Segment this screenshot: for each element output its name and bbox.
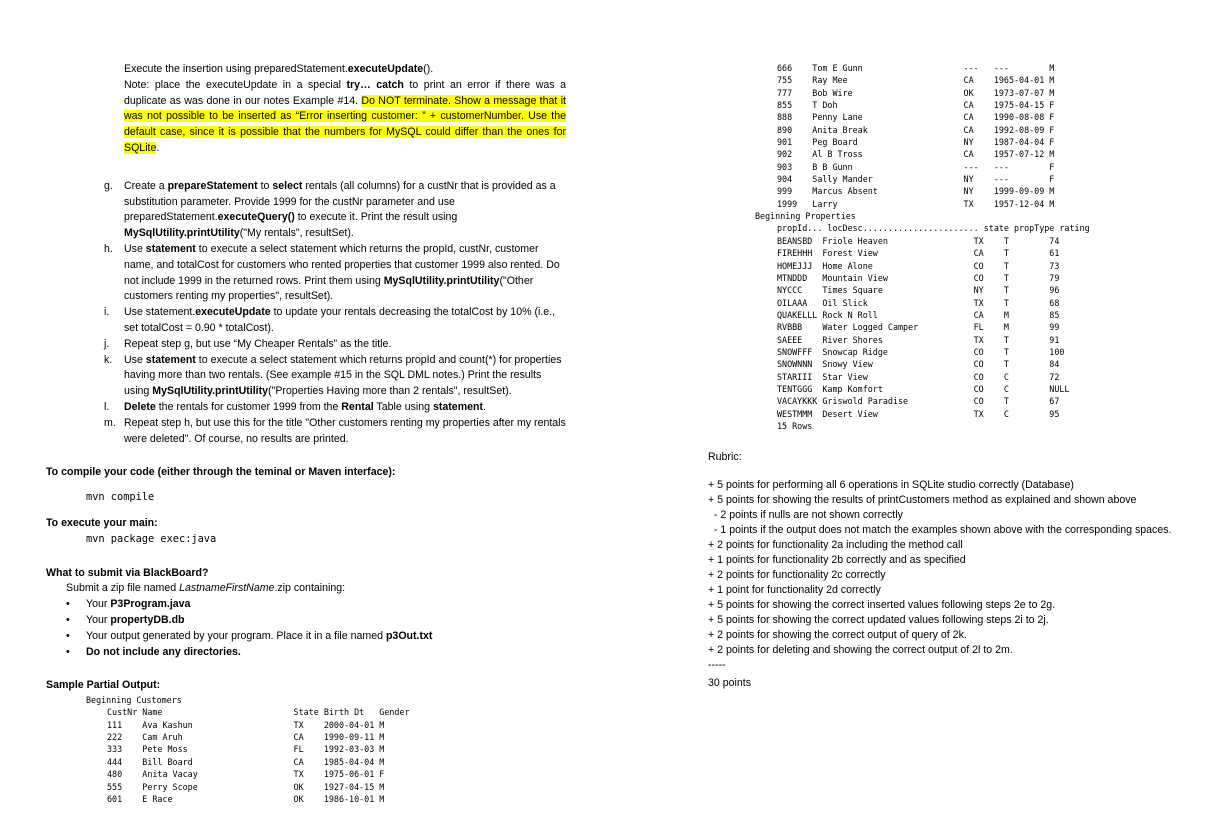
step-marker: i. xyxy=(104,306,110,319)
step-text: to execute a select statement which returns propId and count(*) for properties having more than two rentals. (See example #15 in the SQL DML notes.) Print the results using xyxy=(124,353,562,398)
step-text: to execute it. Print the result using xyxy=(294,211,458,224)
property-row: SNOWNNN Snowy View CO T 84 xyxy=(777,359,1060,370)
submit-item-text: p3Out.txt xyxy=(385,629,433,642)
property-row: SAEEE River Shores TX T 91 xyxy=(777,334,1060,345)
step-text: . xyxy=(483,400,486,413)
step-marker: j. xyxy=(104,337,110,350)
step-text: statement xyxy=(145,242,196,255)
customer-row: 901 Peg Board NY 1987-04-04 F xyxy=(777,137,1055,148)
submit-list xyxy=(46,597,566,660)
step-text: to execute a select statement which returns the propId, custNr, customer name, and totalCost for customers who rented properties that customer 1999 also rented. Do not include 1999 in the returned rows. Print them using xyxy=(124,242,560,287)
property-row: MTNDDD Mountain View CO T 79 xyxy=(777,272,1060,283)
step-h xyxy=(46,242,566,305)
rubric-item: ----- xyxy=(708,659,726,672)
customer-row: 111 Ava Kashun TX 2000-04-01 M xyxy=(107,719,385,730)
property-row: SNOWFFF Snowcap Ridge CO T 100 xyxy=(777,346,1065,357)
customer-row: 444 Bill Board CA 1985-04-04 M xyxy=(107,756,385,767)
customer-row: 601 E Race OK 1986-10-01 M xyxy=(107,793,385,804)
step-marker: g. xyxy=(104,179,113,192)
step-text: ("Other customers renting my properties", resultSet). xyxy=(124,274,534,303)
step-text: Rental xyxy=(341,400,374,413)
customer-row: 333 Pete Moss FL 1992-03-03 M xyxy=(107,744,385,755)
customer-row: 1999 Larry TX 1957-12-04 M xyxy=(777,198,1055,209)
step-l xyxy=(46,400,566,416)
step-text: to update your rentals decreasing the totalCost by 10% (i.e., set totalCost = 0.90 * totalCost). xyxy=(124,306,556,334)
property-row: NYCCC Times Square NY T 96 xyxy=(777,285,1060,296)
step-text: rentals (all columns) for a custNr that is provided as a substitution parameter. Provide 1999 for the custNr parameter and use preparedStatement. xyxy=(124,179,556,224)
compile-heading: To compile your code (either through the teminal or Maven interface): xyxy=(46,466,396,479)
step-text: Use xyxy=(124,242,146,255)
property-row: OILAAA Oil Slick TX T 68 xyxy=(777,297,1060,308)
step-text: ("Properties Having more than 2 rentals", resultSet). xyxy=(268,385,512,398)
step-text: executeQuery() xyxy=(217,211,295,224)
submit-item-text: propertyDB.db xyxy=(110,613,185,626)
customer-row: 755 Ray Mee CA 1965-04-01 M xyxy=(777,75,1055,86)
customer-row: 855 T Doh CA 1975-04-15 F xyxy=(777,100,1055,111)
property-row: BEANSBD Friole Heaven TX T 74 xyxy=(777,235,1060,246)
step-k xyxy=(46,353,566,400)
rubric-item: + 5 points for showing the results of printCustomers method as explained and shown above xyxy=(708,494,1137,507)
rubric-item: - 2 points if nulls are not shown correctly xyxy=(708,509,903,522)
step-text: Create a xyxy=(124,179,168,192)
property-row: TENTGGG Kamp Komfort CO C NULL xyxy=(777,383,1070,394)
step-g xyxy=(46,179,566,242)
properties-title: Beginning Properties xyxy=(755,211,856,222)
step-text: prepareStatement xyxy=(167,179,258,192)
submit-item xyxy=(66,613,566,629)
step-text: ("My rentals", resultSet). xyxy=(239,227,354,240)
step-text: Use statement. xyxy=(124,306,196,319)
rubric-item: + 2 points for functionality 2c correctly xyxy=(708,569,886,582)
step-text: MySqlUtility.printUtility xyxy=(152,385,269,398)
row-count: 15 Rows xyxy=(777,420,813,431)
step-text: MySqlUtility.printUtility xyxy=(383,274,500,287)
customers-output xyxy=(46,694,566,805)
step-text: Table using xyxy=(373,400,433,413)
submit-item-text: Your xyxy=(86,613,111,626)
step-text: Repeat step g, but use “My Cheaper Rentals” as the title. xyxy=(124,337,392,350)
customer-row: 222 Cam Aruh CA 1990-09-11 M xyxy=(107,732,385,743)
rubric-list xyxy=(708,478,1218,673)
customer-row: 888 Penny Lane CA 1990-08-08 F xyxy=(777,112,1055,123)
step-text: to xyxy=(257,179,273,192)
customer-row: 903 B B Gunn --- --- F xyxy=(777,161,1055,172)
execute-heading: To execute your main: xyxy=(46,516,158,529)
step-text: select xyxy=(272,179,303,192)
step-text: Delete xyxy=(124,400,156,413)
execute-command: mvn package exec:java xyxy=(86,532,217,545)
rubric-item: + 5 points for performing all 6 operations in SQLite studio correctly (Database) xyxy=(708,479,1074,492)
step-marker: h. xyxy=(104,242,113,255)
rubric-item: + 2 points for showing the correct output of query of 2k. xyxy=(708,629,967,642)
submit-item-text: Your output generated by your program. Place it in a file named xyxy=(86,629,386,642)
property-row: STARIII Star View CO C 72 xyxy=(777,371,1060,382)
rubric-item: + 2 points for functionality 2a including the method call xyxy=(708,539,963,552)
customer-row: 777 Bob Wire OK 1973-07-07 M xyxy=(777,87,1055,98)
step-marker: l. xyxy=(104,400,110,413)
step-i xyxy=(46,305,566,337)
rubric-item: + 1 points for functionality 2b correctly and as specified xyxy=(708,554,966,567)
rubric-total: 30 points xyxy=(708,677,751,690)
customers-title: Beginning Customers xyxy=(86,695,182,706)
step-text: executeUpdate xyxy=(195,306,271,319)
rubric-item: - 1 points if the output does not match the examples shown above with the corresponding spaces. xyxy=(708,524,1172,537)
rubric-heading: Rubric: xyxy=(708,451,742,464)
step-j xyxy=(46,337,566,353)
customers-header: CustNr Name State Birth Dt Gender xyxy=(107,707,410,718)
step-text: statement xyxy=(145,353,196,366)
step-list xyxy=(46,179,566,448)
property-row: FIREHHH Forest View CA T 61 xyxy=(777,248,1060,259)
submit-item-text: Do not include any directories. xyxy=(86,645,241,658)
customers-rows xyxy=(86,719,566,805)
step-text: Repeat step h, but use this for the title "Other customers renting my properties after my rentals were deleted". Of course, no results are printed. xyxy=(124,416,566,445)
property-row: HOMEJJJ Home Alone CO T 73 xyxy=(777,260,1060,271)
step-m xyxy=(46,416,566,448)
compile-command: mvn compile xyxy=(86,491,155,504)
sample-heading: Sample Partial Output: xyxy=(46,679,161,692)
customer-row: 666 Tom E Gunn --- --- M xyxy=(777,63,1055,73)
submit-intro: Submit a zip file named LastnameFirstName.zip containing: xyxy=(66,582,346,595)
property-row: RVBBB Water Logged Camper FL M 99 xyxy=(777,322,1060,333)
customer-row: 555 Perry Scope OK 1927-04-15 M xyxy=(107,781,385,792)
property-row: QUAKELLL Rock N Roll CA M 85 xyxy=(777,309,1060,320)
customer-row: 890 Anita Break CA 1992-08-09 F xyxy=(777,124,1055,135)
submit-item xyxy=(66,597,566,613)
step-text: the rentals for customer 1999 from the xyxy=(155,400,342,413)
step-text: MySqlUtility.printUtility xyxy=(124,227,240,240)
submit-item-text: P3Program.java xyxy=(110,598,191,611)
property-row: VACAYKKK Griswold Paradise CO T 67 xyxy=(777,396,1060,407)
step-marker: k. xyxy=(104,353,113,366)
insert-note: Note: place the executeUpdate in a special try… catch to print an error if there was a duplicate as was done in our notes Example #14. Do NOT terminate. Show a message that it was not possible to be inserted as “Error inserting customer: ” + customerNumber. Use the default case, since it is possible that the numbers for MySQL could differ than the ones for SQLite. xyxy=(124,78,566,154)
customer-row: 902 Al B Tross CA 1957-07-12 M xyxy=(777,149,1055,160)
rubric-item: + 1 point for functionality 2d correctly xyxy=(708,584,881,597)
rubric-item: + 5 points for showing the correct inserted values following steps 2e to 2g. xyxy=(708,599,1056,612)
submit-item-text: Your xyxy=(86,598,111,611)
highlighted-note: Do NOT terminate. Show a message that it was not possible to be inserted as “Error inserting customer: ” + customerNumber. Use the default case, since it is possible that the numbers for MySQL could differ than the ones for SQLite xyxy=(124,94,566,154)
submit-item xyxy=(66,629,566,645)
property-row: WESTMMM Desert View TX C 95 xyxy=(777,408,1060,419)
step-text: statement xyxy=(432,400,484,413)
customer-row: 480 Anita Vacay TX 1975-06-01 F xyxy=(107,769,385,780)
customer-row: 999 Marcus Absent NY 1999-09-09 M xyxy=(777,186,1055,197)
customers-rows-continued xyxy=(708,62,1218,210)
step-text: Use xyxy=(124,353,146,366)
right-column xyxy=(708,62,1218,691)
submit-item xyxy=(66,645,566,661)
submit-heading: What to submit via BlackBoard? xyxy=(46,566,209,579)
properties-rows xyxy=(708,235,1218,420)
insert-instruction: Execute the insertion using preparedStatement.executeUpdate(). xyxy=(124,63,434,75)
rubric-item: + 5 points for showing the correct updated values following steps 2i to 2j. xyxy=(708,614,1049,627)
left-column xyxy=(46,62,566,805)
rubric-item: + 2 points for deleting and showing the correct output of 2l to 2m. xyxy=(708,644,1013,657)
step-marker: m. xyxy=(104,416,116,429)
properties-header: propId... locDesc....................... state propType rating xyxy=(777,223,1090,234)
customer-row: 904 Sally Mander NY --- F xyxy=(777,174,1055,185)
